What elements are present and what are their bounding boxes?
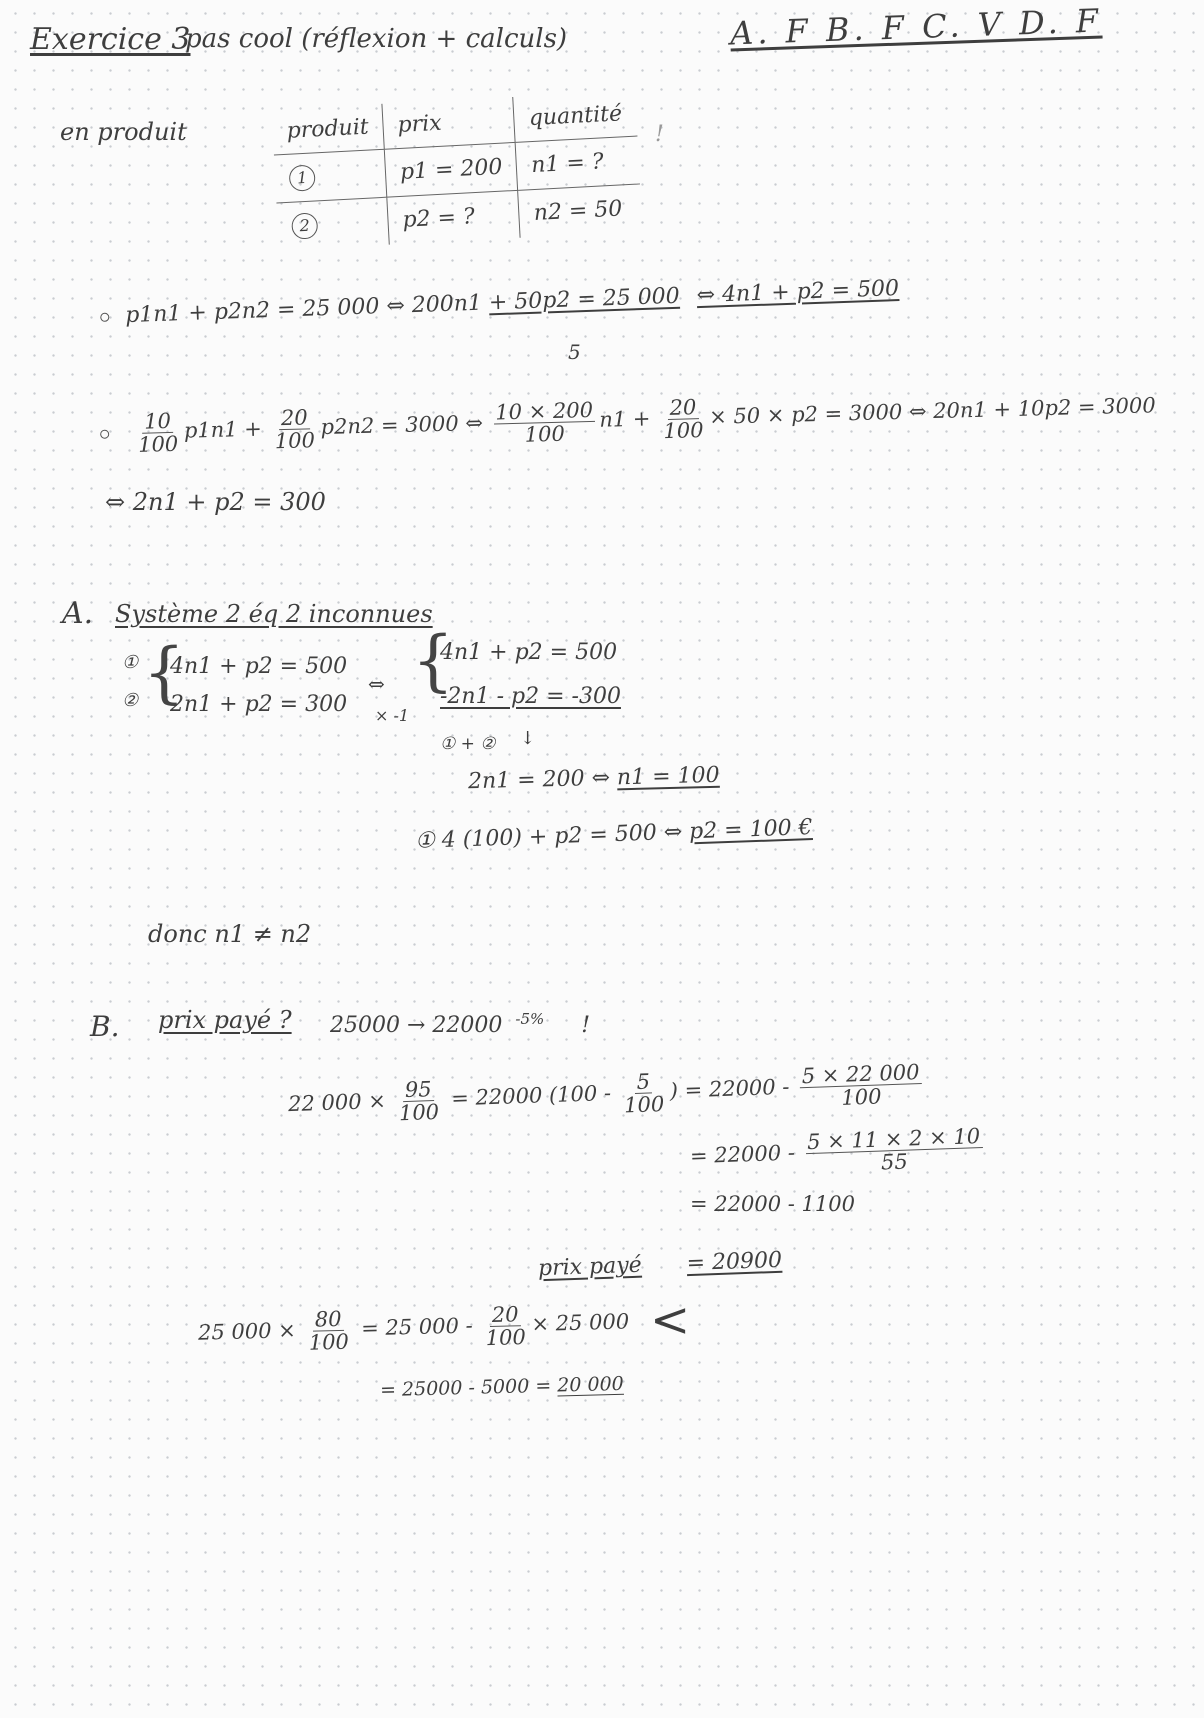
price-flow: 25000 → 22000 -5% !	[330, 1010, 591, 1038]
part-b-label: B.	[90, 1010, 120, 1043]
result-line-2: ① 4 (100) + p2 = 500 ⇔ p2 = 100 €	[414, 815, 814, 854]
equation-divisor: 5	[568, 340, 581, 364]
calc-line-2: = 22000 - $\frac{5 \times 11 \times 2 \times 10}{55}$	[689, 1125, 987, 1180]
fraction: $\frac{5}{100}$	[623, 1069, 665, 1118]
exercise-title: Exercice 3	[30, 22, 191, 57]
table-cell	[276, 197, 389, 250]
fraction: $\frac{5 \times 22 000}{100}$	[799, 1061, 922, 1110]
part-a-title: Système 2 éq 2 inconnues	[115, 600, 433, 628]
fraction: $\frac{10}{100}$	[137, 408, 179, 457]
conclusion: donc n1 ≠ n2	[148, 920, 312, 948]
p2-answer: p2 = 100 €	[688, 815, 814, 845]
n1-answer: n1 = 100	[616, 762, 720, 791]
table-header-cell: produit	[272, 104, 385, 155]
system-brace-left: {	[143, 634, 185, 711]
table-caption: en produit	[60, 118, 187, 146]
fraction: $\frac{95}{100}$	[398, 1077, 440, 1126]
equation-tag-2: ②	[122, 690, 139, 711]
equivalence-arrow: ⇔	[368, 672, 385, 696]
paid-price	[538, 1248, 783, 1282]
fraction: $\frac{5 \times 11 \times 2 \times 10}{55}$	[805, 1125, 983, 1176]
fraction: $\frac{80}{100}$	[308, 1306, 350, 1355]
paid-price-label: prix payé	[537, 1252, 643, 1282]
part-b-title: prix payé ?	[158, 1006, 292, 1034]
table-cell: p2 = ?	[387, 190, 521, 244]
bullet-icon	[100, 312, 109, 321]
result-line-1: 2n1 = 200 ⇔ n1 = 100	[467, 762, 720, 795]
paid-price-value: = 20900	[686, 1247, 783, 1277]
equation-tag-1: ①	[122, 652, 139, 673]
equation-line-3: ⇔ 2n1 + p2 = 300	[105, 488, 326, 516]
system-eq-2: 2n1 + p2 = 300	[170, 692, 348, 717]
table-cell	[274, 149, 387, 203]
system-right-eq-1: 4n1 + p2 = 500	[440, 640, 618, 665]
answer-key: A. F B. F C. V D. F	[729, 1, 1103, 53]
calc-line-4: 25 000 × $\frac{80}{100}$ = 25 000 - $\frac{20}{100}$ × 25 000	[197, 1302, 630, 1355]
fraction: $\frac{20}{100}$	[485, 1302, 527, 1351]
calc-line-5: = 25000 - 5000 = 20 000	[379, 1372, 624, 1402]
table-cell: p1 = 200	[384, 142, 518, 197]
multiplier-note: × -1	[375, 706, 410, 725]
system-right-eq-2: -2n1 - p2 = -300	[440, 684, 621, 709]
system-eq-1: 4n1 + p2 = 500	[170, 654, 348, 679]
system-brace-right: {	[412, 622, 454, 699]
table-header-cell: prix	[382, 97, 516, 149]
calc-line-3: = 22000 - 1100	[690, 1192, 855, 1216]
product-table	[272, 91, 643, 251]
table-header-cell: quantité	[513, 91, 637, 143]
table-mark: !	[655, 122, 664, 147]
comparison-sign: <	[650, 1292, 691, 1348]
sum-arrow: ↓	[520, 728, 536, 749]
product-number: 2	[291, 212, 318, 239]
fraction: $\frac{20}{100}$	[274, 405, 316, 454]
equation-line-2: $\frac{10}{100}$ p1n1 + $\frac{20}{100}$ p2n2 = 3000 ⇔ $\frac{10 \times 200}{100}$ n1 + $\frac{20}{100}$ × 50 × p2 = 3000 ⇔ 20n1 + 10p2 = 3000	[100, 384, 1157, 457]
fraction: $\frac{20}{100}$	[663, 395, 704, 444]
table-cell: n2 = 50	[518, 184, 642, 238]
calc-answer: 20 000	[556, 1372, 624, 1397]
fraction: $\frac{10 \times 200}{100}$	[493, 399, 596, 447]
equation-line-1: p1n1 + p2n2 = 25 000 ⇔ 200n1 + 50p2 = 25 000 ⇔ 4n1 + p2 = 500	[100, 276, 900, 329]
product-number: 1	[289, 164, 316, 191]
part-a-label: A.	[62, 596, 94, 631]
table-cell: n1 = ?	[516, 136, 640, 190]
sum-tag: ① + ②	[440, 734, 496, 754]
exercise-subtitle: pas cool (réflexion + calculs)	[185, 24, 568, 54]
bullet-icon	[100, 430, 109, 439]
calc-line-1: 22 000 × $\frac{95}{100}$ = 22000 (100 - $\frac{5}{100}$ ) = 22000 - $\frac{5 \times 22 000}{100}$	[287, 1061, 926, 1128]
